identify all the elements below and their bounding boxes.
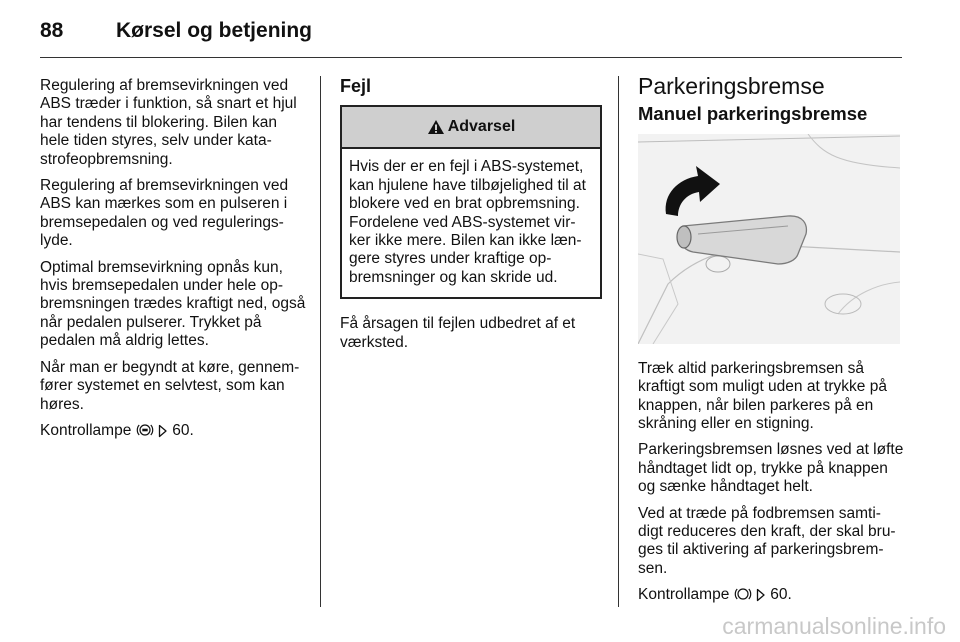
paragraph: Optimal bremsevirkning opnås kun, hvis bremsepedalen under hele op-bremsningen trædes kraftigt ned, også når pedalen pulserer. Trykket på pedalen må aldrig lettes. (40, 258, 306, 350)
column-fault (340, 77, 602, 360)
warning-title: Advarsel (447, 118, 516, 136)
abs-warning-lamp-icon (136, 422, 154, 438)
page-reference-arrow-icon (756, 588, 766, 602)
parking-brake-lever-illustration (638, 134, 900, 344)
header-rule (40, 57, 902, 58)
warning-triangle-icon (427, 119, 445, 135)
brake-warning-lamp-icon (734, 586, 752, 602)
page-reference-arrow-icon (158, 424, 168, 438)
watermark: carmanualsonline.info (722, 613, 946, 639)
page-number: 88 (40, 19, 64, 42)
warning-box (340, 105, 602, 299)
column-abs (40, 77, 308, 448)
column-parking-brake (638, 73, 904, 613)
reference-label: Kontrollampe (638, 586, 730, 604)
section-subheading: Manuel parkeringsbremse (638, 103, 868, 125)
reference-page: 60. (770, 586, 792, 604)
warning-header (342, 107, 600, 149)
paragraph: Træk altid parkeringsbremsen så kraftigt som muligt uden at trykke på knappen, når bilen parkeres på en skråning eller en stigning. (638, 359, 887, 433)
section-heading: Parkeringsbremse (638, 73, 825, 99)
section-heading: Fejl (340, 76, 372, 96)
column-divider-2 (618, 76, 619, 607)
column-divider-1 (320, 76, 321, 607)
control-lamp-reference (638, 586, 904, 604)
paragraph: Få årsagen til fejlen udbedret af et værksted. (340, 315, 576, 351)
reference-page: 60. (172, 421, 194, 439)
paragraph: Regulering af bremsevirkningen ved ABS træder i funktion, så snart et hjul har tendens til blokering. Bilen kan hele tiden styres, selv under kata-strofeopbremsning. (40, 77, 297, 168)
paragraph: Regulering af bremsevirkningen ved ABS kan mærkes som en pulseren i bremsepedalen og ved regulerings-lyde. (40, 177, 289, 250)
paragraph: Parkeringsbremsen løsnes ved at løfte håndtaget lidt op, trykke på knappen og sænke håndtaget helt. (638, 441, 904, 496)
page-title: Kørsel og betjening (116, 19, 313, 42)
warning-text: Hvis der er en fejl i ABS-systemet, kan hjulene have tilbøjelighed til at blokere ved en brat opbremsning. Fordelene ved ABS-systemet vir-ker ikke mere. Bilen kan ikke læn-gere styres under kraftige op-bremsninger og kan skride ud. (349, 158, 586, 286)
reference-label: Kontrollampe (40, 421, 132, 439)
paragraph: Når man er begyndt at køre, gennem-fører systemet en selvtest, som kan høres. (40, 358, 300, 413)
control-lamp-reference (40, 422, 308, 440)
paragraph: Ved at træde på fodbremsen samti-digt reduceres den kraft, der skal bru-ges til aktivering af parkeringsbrem-sen. (638, 504, 896, 577)
